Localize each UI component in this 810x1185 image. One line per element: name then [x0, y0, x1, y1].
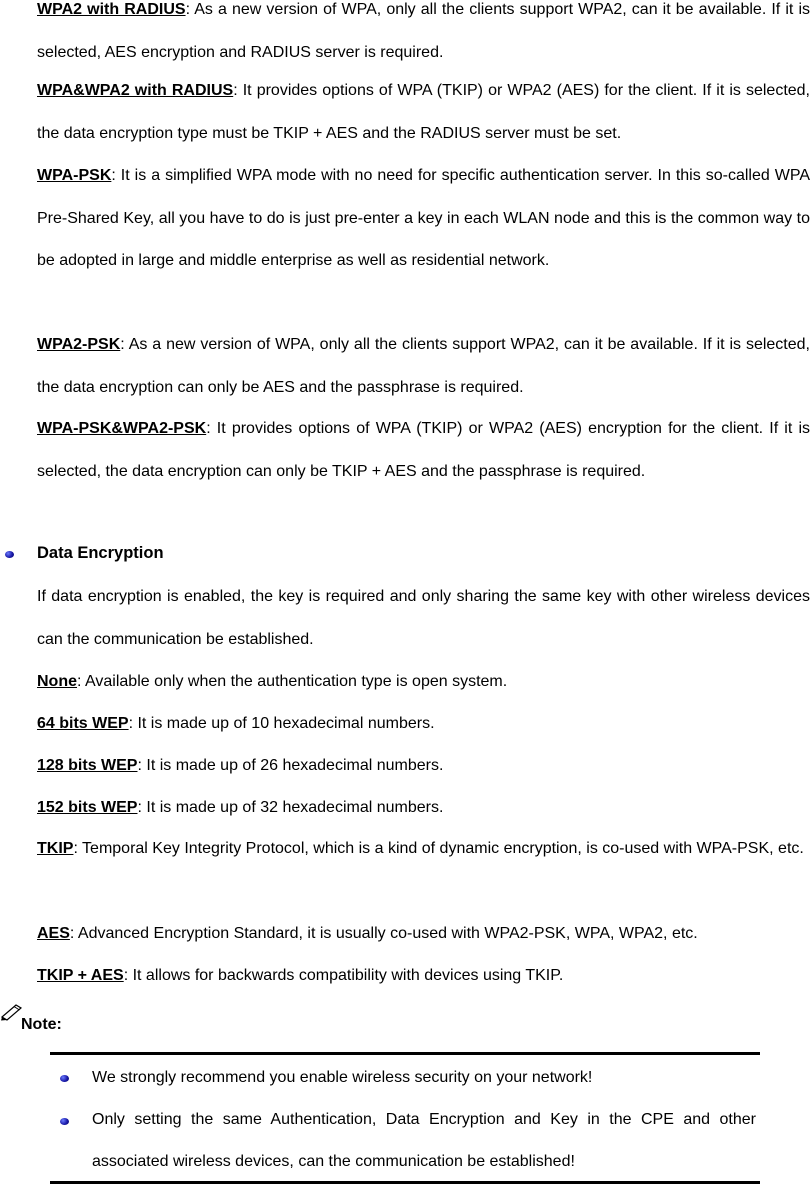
wpa-wpa2-radius-paragraph	[37, 70, 810, 155]
bullet-icon	[60, 1118, 69, 1125]
desc-tkip: : Temporal Key Integrity Protocol, which is a kind of dynamic encryption, is co-used with WPA-PSK, etc.	[73, 840, 804, 857]
note-label: Note:	[21, 1016, 62, 1033]
term-tkip-aes: TKIP + AES	[37, 967, 124, 984]
term-wpa-psk-wpa2-psk: WPA-PSK&WPA2-PSK	[37, 420, 207, 437]
desc-wpa-wpa2-radius: : It provides options of WPA (TKIP) or WPA2 (AES) for the client. If it is selected, the data encryption type must be TKIP + AES and the RADIUS server must be set.	[37, 82, 810, 142]
encryption-item-none	[37, 672, 810, 692]
term-128-wep: 128 bits WEP	[37, 757, 138, 774]
wpa-psk-wpa2-psk-paragraph	[37, 408, 810, 493]
encryption-item-64-wep	[37, 714, 810, 734]
term-none: None	[37, 673, 77, 690]
wpa2-psk-paragraph	[37, 324, 810, 409]
encryption-item-tkip	[37, 828, 810, 871]
note-top-divider	[50, 1052, 760, 1055]
bullet-icon	[5, 551, 14, 558]
term-tkip: TKIP	[37, 840, 74, 857]
desc-152-wep: : It is made up of 32 hexadecimal numbers.	[137, 799, 444, 816]
section-heading-data-encryption: Data Encryption	[37, 544, 164, 562]
desc-aes: : Advanced Encryption Standard, it is usually co-used with WPA2-PSK, WPA, WPA2, etc.	[69, 925, 698, 942]
desc-wpa-psk: : It is a simplified WPA mode with no need for specific authentication server. In this so-called WPA Pre-Shared Key, all you have to do is just pre-enter a key in each WLAN node and this is the common way to be adopted in large and middle enterprise as well as residential network.	[37, 167, 810, 269]
note-item: Only setting the same Authentication, Data Encryption and Key in the CPE and other associated wireless devices, can the communication be established!	[92, 1111, 756, 1170]
encryption-item-tkip-aes	[37, 966, 810, 986]
wpa2-radius-paragraph	[37, 0, 810, 74]
desc-none: : Available only when the authentication type is open system.	[77, 673, 508, 690]
encryption-item-152-wep	[37, 798, 810, 818]
term-wpa2-radius: WPA2 with RADIUS	[37, 1, 186, 18]
term-64-wep: 64 bits WEP	[37, 715, 129, 732]
desc-wpa-psk-wpa2-psk: : It provides options of WPA (TKIP) or WPA2 (AES) encryption for the client. If it is selected, the data encryption can only be TKIP + AES and the passphrase is required.	[37, 420, 810, 480]
term-152-wep: 152 bits WEP	[37, 799, 138, 816]
encryption-item-128-wep	[37, 756, 810, 776]
bullet-icon	[60, 1075, 69, 1082]
desc-128-wep: : It is made up of 26 hexadecimal numbers.	[137, 757, 444, 774]
desc-tkip-aes: : It allows for backwards compatibility with devices using TKIP.	[123, 967, 564, 984]
note-bottom-divider	[50, 1181, 760, 1184]
note-item: We strongly recommend you enable wireless security on your network!	[92, 1069, 593, 1086]
term-wpa-wpa2-radius: WPA&WPA2 with RADIUS	[37, 82, 234, 99]
term-wpa2-psk: WPA2-PSK	[37, 336, 121, 353]
desc-wpa2-radius: : As a new version of WPA, only all the clients support WPA2, can it be available. If it is selected, AES encryption and RADIUS server is required.	[37, 1, 810, 61]
wpa-psk-paragraph	[37, 155, 810, 283]
encryption-item-aes	[37, 924, 810, 944]
term-wpa-psk: WPA-PSK	[37, 167, 112, 184]
data-encryption-intro: If data encryption is enabled, the key is required and only sharing the same key with other wireless devices can the communication be established.	[37, 588, 810, 648]
term-aes: AES	[37, 925, 70, 942]
desc-64-wep: : It is made up of 10 hexadecimal numbers.	[128, 715, 435, 732]
desc-wpa2-psk: : As a new version of WPA, only all the clients support WPA2, can it be available. If it is selected, the data encryption can only be AES and the passphrase is required.	[37, 336, 810, 396]
